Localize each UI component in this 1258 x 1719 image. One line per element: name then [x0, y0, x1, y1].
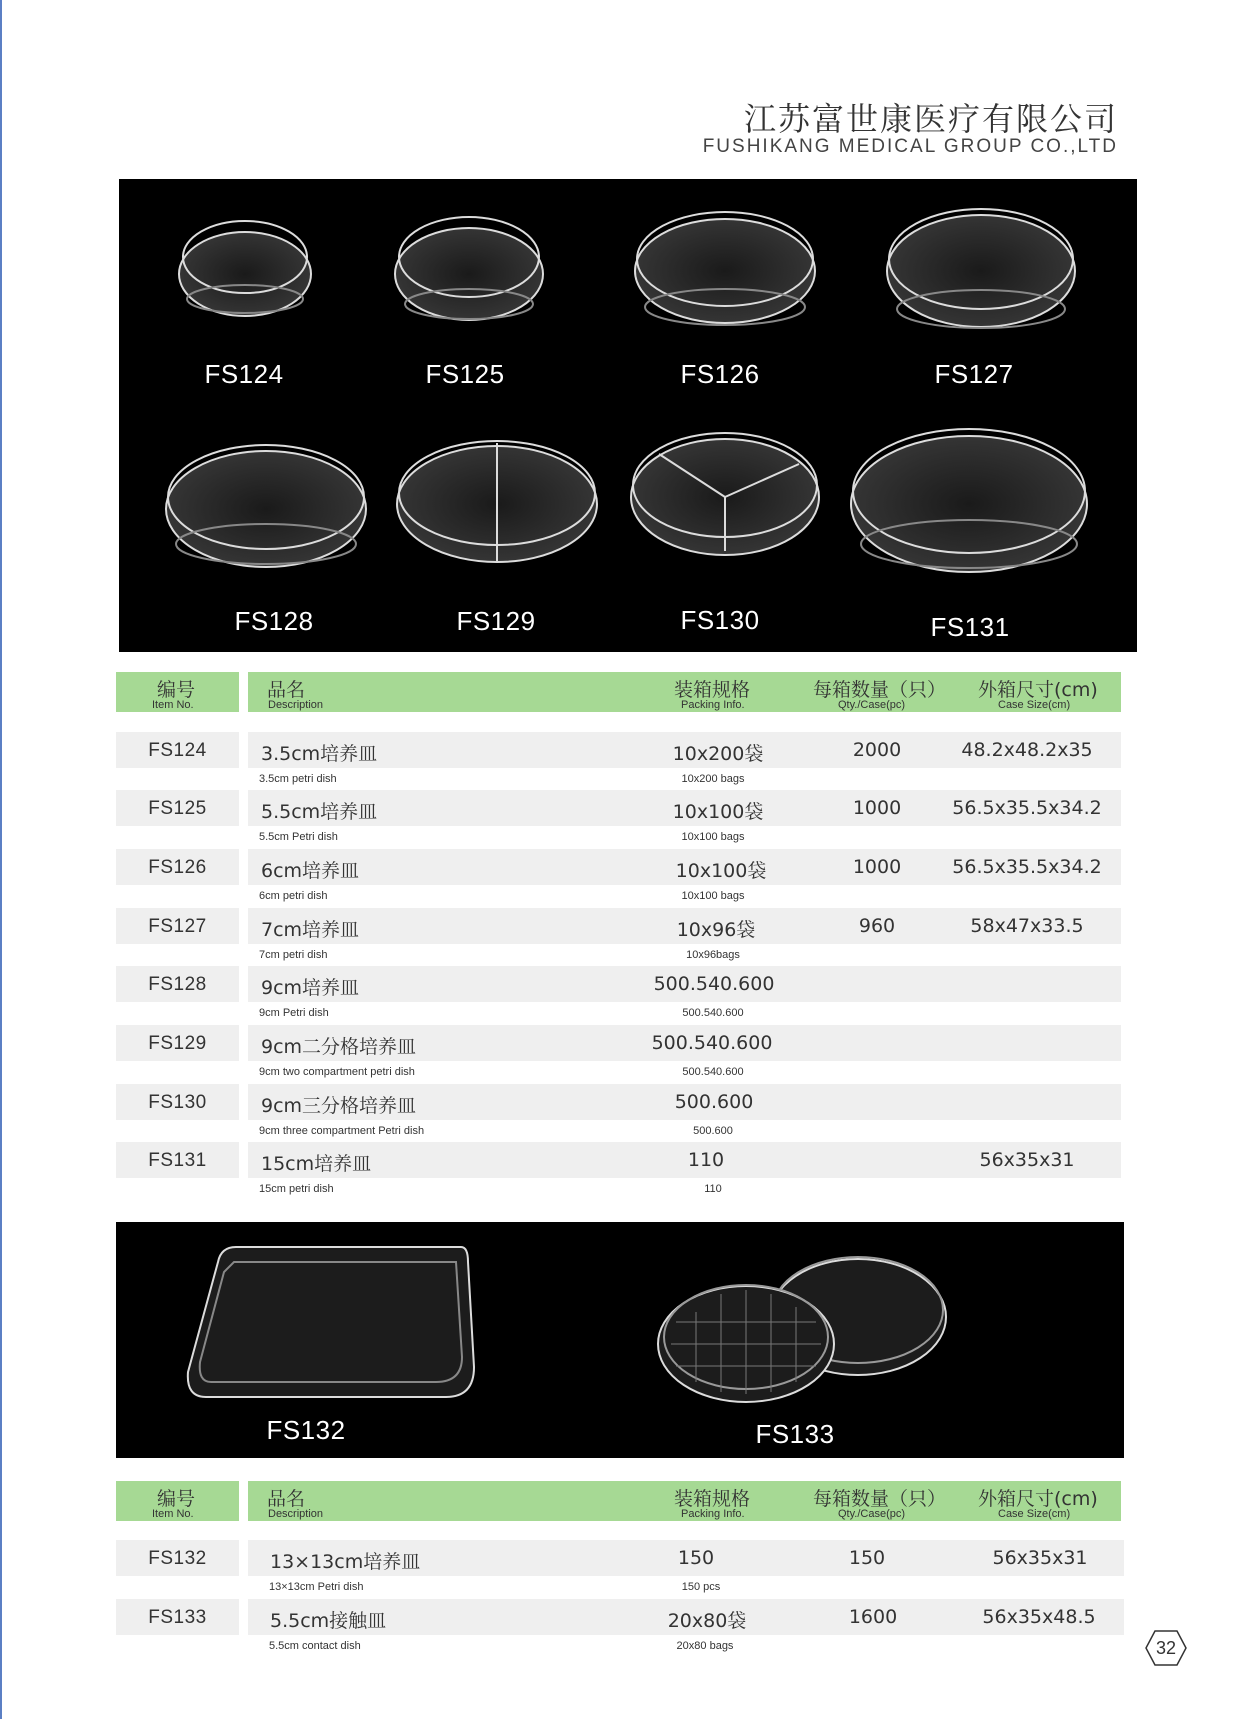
case-size: 56.5x35.5x34.2: [952, 856, 1102, 878]
item-no: FS126: [148, 857, 207, 878]
description-en: 9cm two compartment petri dish: [259, 1066, 415, 1078]
dish-fs130: [631, 433, 819, 555]
case-size: 56x35x48.5: [982, 1606, 1096, 1628]
qty-per-case: 150: [848, 1547, 886, 1569]
packing-info: 10x200袋: [672, 743, 764, 765]
dish-label-fs132: FS132: [266, 1415, 346, 1445]
header-size-cn: 外箱尺寸(cm): [978, 679, 1098, 701]
packing-info-en: 500.540.600: [682, 1066, 744, 1078]
dish-fs124: [179, 221, 311, 316]
square-dish-fs132: [188, 1247, 474, 1397]
description-en: 5.5cm Petri dish: [259, 831, 338, 843]
qty-per-case: 1600: [848, 1606, 898, 1628]
header-desc-en: Description: [268, 1508, 324, 1520]
packing-info-en: 10x100 bags: [681, 890, 745, 902]
packing-info-en: 110: [704, 1183, 722, 1195]
description-cn: 3.5cm培养皿: [261, 743, 378, 765]
item-no: FS128: [148, 974, 207, 995]
dish-label-fs127: FS127: [934, 359, 1014, 389]
qty-per-case: 1000: [852, 797, 902, 819]
table-row-fs129: [0, 1025, 1258, 1083]
table1-header: [0, 672, 1258, 712]
packing-info: 10x100袋: [675, 860, 767, 882]
header-qty-cn: 每箱数量（只）: [813, 679, 947, 701]
header-item-cn: 编号: [157, 1488, 196, 1510]
case-size: 48.2x48.2x35: [961, 739, 1093, 761]
table-row-fs130: [0, 1084, 1258, 1142]
dish-fs125: [395, 217, 543, 320]
header-qty-en: Qty./Case(pc): [838, 699, 906, 711]
description-cn: 6cm培养皿: [261, 860, 360, 882]
product-photo-panel-2: [116, 1222, 1124, 1458]
item-no: FS133: [148, 1607, 207, 1628]
company-name-en: FUSHIKANG MEDICAL GROUP CO.,LTD: [702, 136, 1118, 157]
dish-label-fs128: FS128: [234, 606, 314, 636]
company-name-cn: 江苏富世康医疗有限公司: [743, 100, 1118, 138]
item-no: FS131: [148, 1150, 207, 1171]
header-size-en: Case Size(cm): [998, 699, 1071, 711]
dish-label-fs125: FS125: [425, 359, 505, 389]
case-size: 58x47x33.5: [970, 915, 1084, 937]
dish-label-fs126: FS126: [680, 359, 760, 389]
table-row-fs132: [0, 1540, 1258, 1598]
packing-info: 10x100袋: [672, 801, 764, 823]
packing-info: 500.600: [674, 1091, 754, 1113]
description-cn: 9cm三分格培养皿: [261, 1095, 417, 1117]
item-no: FS130: [148, 1092, 207, 1113]
packing-info: 500.540.600: [651, 1032, 773, 1054]
description-cn: 9cm二分格培养皿: [261, 1036, 417, 1058]
item-no: FS125: [148, 798, 207, 819]
dish-fs131: [851, 429, 1087, 572]
packing-info: 110: [687, 1149, 725, 1171]
dish-fs126: [635, 212, 815, 325]
qty-per-case: 2000: [852, 739, 902, 761]
description-cn: 5.5cm接触皿: [270, 1610, 387, 1632]
description-en: 9cm Petri dish: [259, 1007, 329, 1019]
table-row-fs125: [0, 790, 1258, 848]
header-qty-cn: 每箱数量（只）: [813, 1488, 947, 1510]
description-en: 7cm petri dish: [259, 949, 328, 961]
packing-info-en: 150 pcs: [681, 1581, 721, 1593]
packing-info-en: 500.600: [693, 1125, 733, 1137]
item-no: FS132: [148, 1548, 207, 1569]
table2-header: [0, 1481, 1258, 1521]
header-qty-en: Qty./Case(pc): [838, 1508, 906, 1520]
packing-info: 150: [677, 1547, 715, 1569]
case-size: 56.5x35.5x34.2: [952, 797, 1102, 819]
description-en: 5.5cm contact dish: [269, 1640, 361, 1652]
header-item-cn: 编号: [157, 679, 196, 701]
product-photo-panel-1: [119, 179, 1137, 652]
page-number: 32: [1155, 1638, 1177, 1658]
table-row-fs126: [0, 849, 1258, 907]
table-row-fs124: [0, 732, 1258, 790]
table-row-fs128: [0, 966, 1258, 1024]
description-cn: 9cm培养皿: [261, 977, 360, 999]
dish-label-fs133: FS133: [755, 1419, 835, 1449]
packing-info: 10x96袋: [676, 919, 756, 941]
packing-info: 20x80袋: [667, 1610, 747, 1632]
dish-fs129: [397, 441, 597, 562]
description-cn: 5.5cm培养皿: [261, 801, 378, 823]
header-pack-en: Packing Info.: [681, 699, 745, 711]
packing-info: 500.540.600: [653, 973, 775, 995]
description-cn: 13×13cm培养皿: [270, 1551, 421, 1573]
description-en: 6cm petri dish: [259, 890, 328, 902]
dish-label-fs130: FS130: [680, 605, 760, 635]
header-size-cn: 外箱尺寸(cm): [978, 1488, 1098, 1510]
description-en: 9cm three compartment Petri dish: [259, 1125, 425, 1137]
petri-dish-images: [119, 179, 1137, 652]
description-cn: 15cm培养皿: [261, 1153, 372, 1175]
qty-per-case: 1000: [852, 856, 902, 878]
description-en: 3.5cm petri dish: [259, 773, 337, 785]
header-item-en: Item No.: [152, 699, 194, 711]
item-no: FS127: [148, 916, 207, 937]
contact-dish-fs133: [658, 1257, 946, 1402]
case-size: 56x35x31: [992, 1547, 1088, 1569]
case-size: 56x35x31: [979, 1149, 1075, 1171]
dish-fs127: [887, 209, 1075, 328]
header-desc-en: Description: [268, 699, 324, 711]
packing-info-en: 10x100 bags: [681, 831, 745, 843]
header-pack-en: Packing Info.: [681, 1508, 745, 1520]
description-en: 15cm petri dish: [259, 1183, 334, 1195]
table-row-fs133: [0, 1599, 1258, 1657]
description-en: 13×13cm Petri dish: [269, 1581, 364, 1593]
packing-info-en: 20x80 bags: [676, 1640, 734, 1652]
dish-label-fs124: FS124: [204, 359, 284, 389]
description-cn: 7cm培养皿: [261, 919, 360, 941]
page-number-badge: [1145, 1630, 1187, 1666]
qty-per-case: 960: [858, 915, 896, 937]
packing-info-en: 10x200 bags: [681, 773, 745, 785]
header-desc-cn: 品名: [267, 1488, 306, 1510]
item-no: FS129: [148, 1033, 207, 1054]
dish-fs128: [166, 445, 366, 567]
header-desc-cn: 品名: [267, 679, 306, 701]
item-no: FS124: [148, 740, 207, 761]
header-item-en: Item No.: [152, 1508, 194, 1520]
header-pack-cn: 装箱规格: [674, 679, 751, 701]
table-row-fs127: [0, 908, 1258, 966]
packing-info-en: 10x96bags: [686, 949, 740, 961]
header-size-en: Case Size(cm): [998, 1508, 1071, 1520]
header-pack-cn: 装箱规格: [674, 1488, 751, 1510]
dish-label-fs131: FS131: [930, 612, 1010, 642]
dish-label-fs129: FS129: [456, 606, 536, 636]
table-row-fs131: [0, 1142, 1258, 1200]
packing-info-en: 500.540.600: [682, 1007, 744, 1019]
